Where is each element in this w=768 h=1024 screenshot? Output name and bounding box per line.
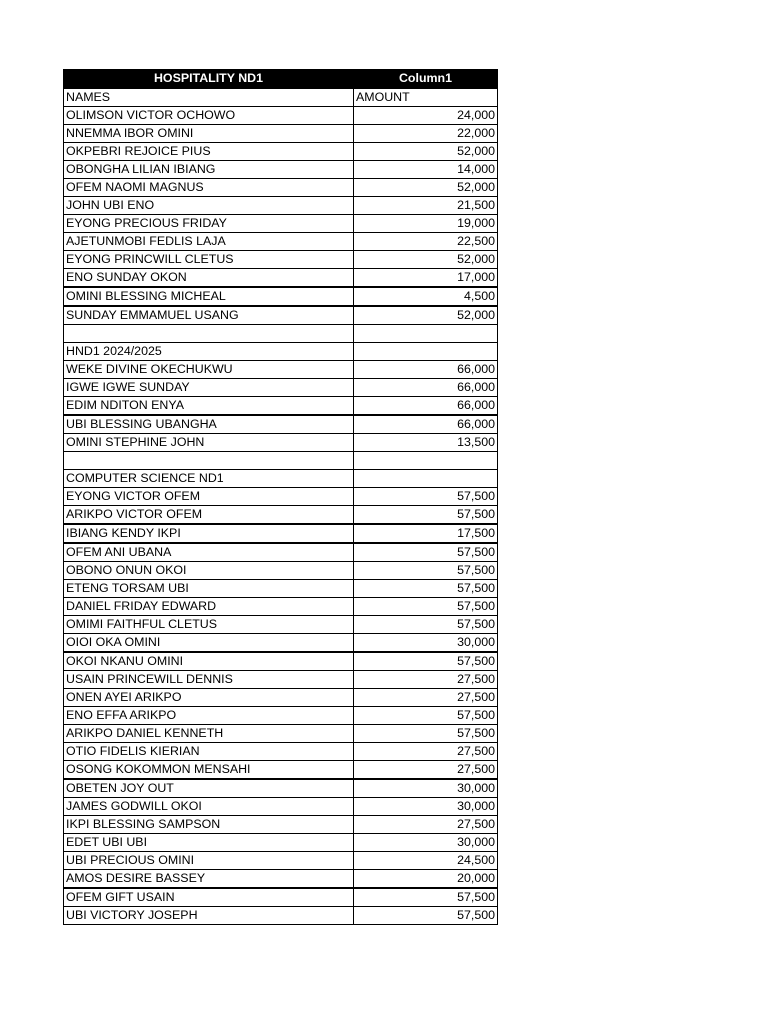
table-row (64, 888, 498, 907)
amount-cell[interactable]: 17,000 (354, 268, 498, 287)
name-cell[interactable]: IKPI BLESSING SAMPSON (64, 815, 354, 833)
table-row (64, 670, 498, 688)
name-cell[interactable]: OKOI NKANU OMINI (64, 652, 354, 671)
blank-row (64, 451, 498, 469)
name-cell[interactable]: IGWE IGWE SUNDAY (64, 378, 354, 396)
amount-cell[interactable]: AMOUNT (354, 88, 498, 106)
table-row (64, 178, 498, 196)
table-row (64, 196, 498, 214)
table-row (64, 396, 498, 415)
table-row (64, 597, 498, 615)
amount-cell[interactable] (354, 469, 498, 487)
name-cell[interactable]: OTIO FIDELIS KIERIAN (64, 742, 354, 760)
table-row (64, 724, 498, 742)
table-row (64, 561, 498, 579)
name-cell[interactable]: EYONG PRECIOUS FRIDAY (64, 214, 354, 232)
name-cell[interactable]: UBI BLESSING UBANGHA (64, 415, 354, 434)
amount-cell[interactable]: 57,500 (354, 724, 498, 742)
amount-cell[interactable]: 57,500 (354, 615, 498, 633)
table-row (64, 869, 498, 888)
amount-cell[interactable]: 57,500 (354, 579, 498, 597)
table-row (64, 906, 498, 924)
name-cell[interactable]: AJETUNMOBI FEDLIS LAJA (64, 232, 354, 250)
column-label-row (64, 88, 498, 106)
table-row (64, 232, 498, 250)
amount-cell[interactable]: 66,000 (354, 415, 498, 434)
amount-cell[interactable]: 57,500 (354, 543, 498, 562)
name-cell[interactable]: UBI PRECIOUS OMINI (64, 851, 354, 869)
table-row (64, 487, 498, 505)
name-cell[interactable]: DANIEL FRIDAY EDWARD (64, 597, 354, 615)
name-cell[interactable]: ENO EFFA ARIKPO (64, 706, 354, 724)
name-cell[interactable]: EDET UBI UBI (64, 833, 354, 851)
amount-cell[interactable]: 27,500 (354, 688, 498, 706)
name-cell[interactable]: IBIANG KENDY IKPI (64, 524, 354, 543)
amount-cell[interactable]: 30,000 (354, 797, 498, 815)
name-cell[interactable]: ONEN AYEI ARIKPO (64, 688, 354, 706)
name-cell[interactable]: OSONG KOKOMMON MENSAHI (64, 760, 354, 779)
column-header-names[interactable]: HOSPITALITY ND1 (64, 69, 354, 88)
table-row (64, 543, 498, 562)
amount-cell[interactable] (354, 342, 498, 360)
name-cell[interactable]: EDIM NDITON ENYA (64, 396, 354, 415)
name-cell[interactable]: JOHN UBI ENO (64, 196, 354, 214)
amount-cell[interactable]: 66,000 (354, 378, 498, 396)
amount-cell[interactable]: 22,500 (354, 232, 498, 250)
name-cell[interactable]: HND1 2024/2025 (64, 342, 354, 360)
name-cell[interactable]: ARIKPO DANIEL KENNETH (64, 724, 354, 742)
name-cell[interactable]: OFEM NAOMI MAGNUS (64, 178, 354, 196)
table-row (64, 833, 498, 851)
name-cell[interactable]: OMINI STEPHINE JOHN (64, 433, 354, 451)
name-cell[interactable]: OMIMI FAITHFUL CLETUS (64, 615, 354, 633)
amount-cell[interactable]: 66,000 (354, 360, 498, 378)
amount-cell[interactable]: 52,000 (354, 306, 498, 325)
table-row (64, 287, 498, 306)
name-cell[interactable] (64, 451, 354, 469)
table-row (64, 815, 498, 833)
name-cell[interactable]: ETENG TORSAM UBI (64, 579, 354, 597)
amount-cell[interactable] (354, 451, 498, 469)
name-cell[interactable]: ENO SUNDAY OKON (64, 268, 354, 287)
table-row (64, 250, 498, 268)
name-cell[interactable]: AMOS DESIRE BASSEY (64, 869, 354, 888)
table-row (64, 688, 498, 706)
table-row (64, 160, 498, 178)
payment-table (63, 69, 498, 925)
table-row (64, 142, 498, 160)
name-cell[interactable]: ARIKPO VICTOR OFEM (64, 505, 354, 524)
table-row (64, 797, 498, 815)
name-cell[interactable]: UBI VICTORY JOSEPH (64, 906, 354, 924)
name-cell[interactable] (64, 324, 354, 342)
name-cell[interactable]: NNEMMA IBOR OMINI (64, 124, 354, 142)
blank-row (64, 324, 498, 342)
amount-cell[interactable]: 52,000 (354, 142, 498, 160)
table-header-row (64, 69, 498, 88)
name-cell[interactable]: OIOI OKA OMINI (64, 633, 354, 652)
name-cell[interactable]: OFEM ANI UBANA (64, 543, 354, 562)
amount-cell[interactable]: 66,000 (354, 396, 498, 415)
name-cell[interactable]: WEKE DIVINE OKECHUKWU (64, 360, 354, 378)
amount-cell[interactable]: 57,500 (354, 597, 498, 615)
table-row (64, 851, 498, 869)
amount-cell[interactable]: 27,500 (354, 742, 498, 760)
table-row (64, 342, 498, 360)
amount-cell[interactable]: 21,500 (354, 196, 498, 214)
column-header-amount[interactable]: Column1 (354, 69, 498, 88)
amount-cell[interactable]: 57,500 (354, 706, 498, 724)
amount-cell[interactable]: 27,500 (354, 760, 498, 779)
table-row (64, 505, 498, 524)
name-cell[interactable]: OBONGHA LILIAN IBIANG (64, 160, 354, 178)
amount-cell[interactable] (354, 324, 498, 342)
name-cell[interactable]: OKPEBRI REJOICE PIUS (64, 142, 354, 160)
table-row (64, 652, 498, 671)
table-row (64, 306, 498, 325)
table-row (64, 706, 498, 724)
name-cell[interactable]: EYONG PRINCWILL CLETUS (64, 250, 354, 268)
spreadsheet (63, 69, 497, 925)
table-row (64, 524, 498, 543)
table-row (64, 779, 498, 798)
name-cell[interactable]: OBONO ONUN OKOI (64, 561, 354, 579)
amount-cell[interactable]: 27,500 (354, 670, 498, 688)
table-row (64, 615, 498, 633)
amount-cell[interactable]: 24,000 (354, 106, 498, 124)
amount-cell[interactable]: 17,500 (354, 524, 498, 543)
table-body (64, 88, 498, 924)
name-cell[interactable]: COMPUTER SCIENCE ND1 (64, 469, 354, 487)
name-cell[interactable]: EYONG VICTOR OFEM (64, 487, 354, 505)
amount-cell[interactable]: 19,000 (354, 214, 498, 232)
name-cell[interactable]: OFEM GIFT USAIN (64, 888, 354, 907)
amount-cell[interactable]: 20,000 (354, 869, 498, 888)
amount-cell[interactable]: 27,500 (354, 815, 498, 833)
table-row (64, 214, 498, 232)
name-cell[interactable]: NAMES (64, 88, 354, 106)
amount-cell[interactable]: 57,500 (354, 505, 498, 524)
amount-cell[interactable]: 57,500 (354, 652, 498, 671)
name-cell[interactable]: SUNDAY EMMAMUEL USANG (64, 306, 354, 325)
amount-cell[interactable]: 30,000 (354, 779, 498, 798)
amount-cell[interactable]: 57,500 (354, 561, 498, 579)
table-row (64, 106, 498, 124)
amount-cell[interactable]: 22,000 (354, 124, 498, 142)
amount-cell[interactable]: 57,500 (354, 888, 498, 907)
amount-cell[interactable]: 52,000 (354, 250, 498, 268)
amount-cell[interactable]: 57,500 (354, 906, 498, 924)
table-row (64, 360, 498, 378)
table-row (64, 433, 498, 451)
amount-cell[interactable]: 13,500 (354, 433, 498, 451)
amount-cell[interactable]: 57,500 (354, 487, 498, 505)
table-row (64, 579, 498, 597)
name-cell[interactable]: OLIMSON VICTOR OCHOWO (64, 106, 354, 124)
amount-cell[interactable]: 30,000 (354, 633, 498, 652)
name-cell[interactable]: USAIN PRINCEWILL DENNIS (64, 670, 354, 688)
table-row (64, 378, 498, 396)
name-cell[interactable]: OMINI BLESSING MICHEAL (64, 287, 354, 306)
table-row (64, 469, 498, 487)
table-row (64, 633, 498, 652)
name-cell[interactable]: OBETEN JOY OUT (64, 779, 354, 798)
name-cell[interactable]: JAMES GODWILL OKOI (64, 797, 354, 815)
amount-cell[interactable]: 14,000 (354, 160, 498, 178)
amount-cell[interactable]: 52,000 (354, 178, 498, 196)
table-row (64, 124, 498, 142)
amount-cell[interactable]: 4,500 (354, 287, 498, 306)
table-row (64, 742, 498, 760)
amount-cell[interactable]: 30,000 (354, 833, 498, 851)
amount-cell[interactable]: 24,500 (354, 851, 498, 869)
table-row (64, 268, 498, 287)
table-row (64, 760, 498, 779)
table-row (64, 415, 498, 434)
